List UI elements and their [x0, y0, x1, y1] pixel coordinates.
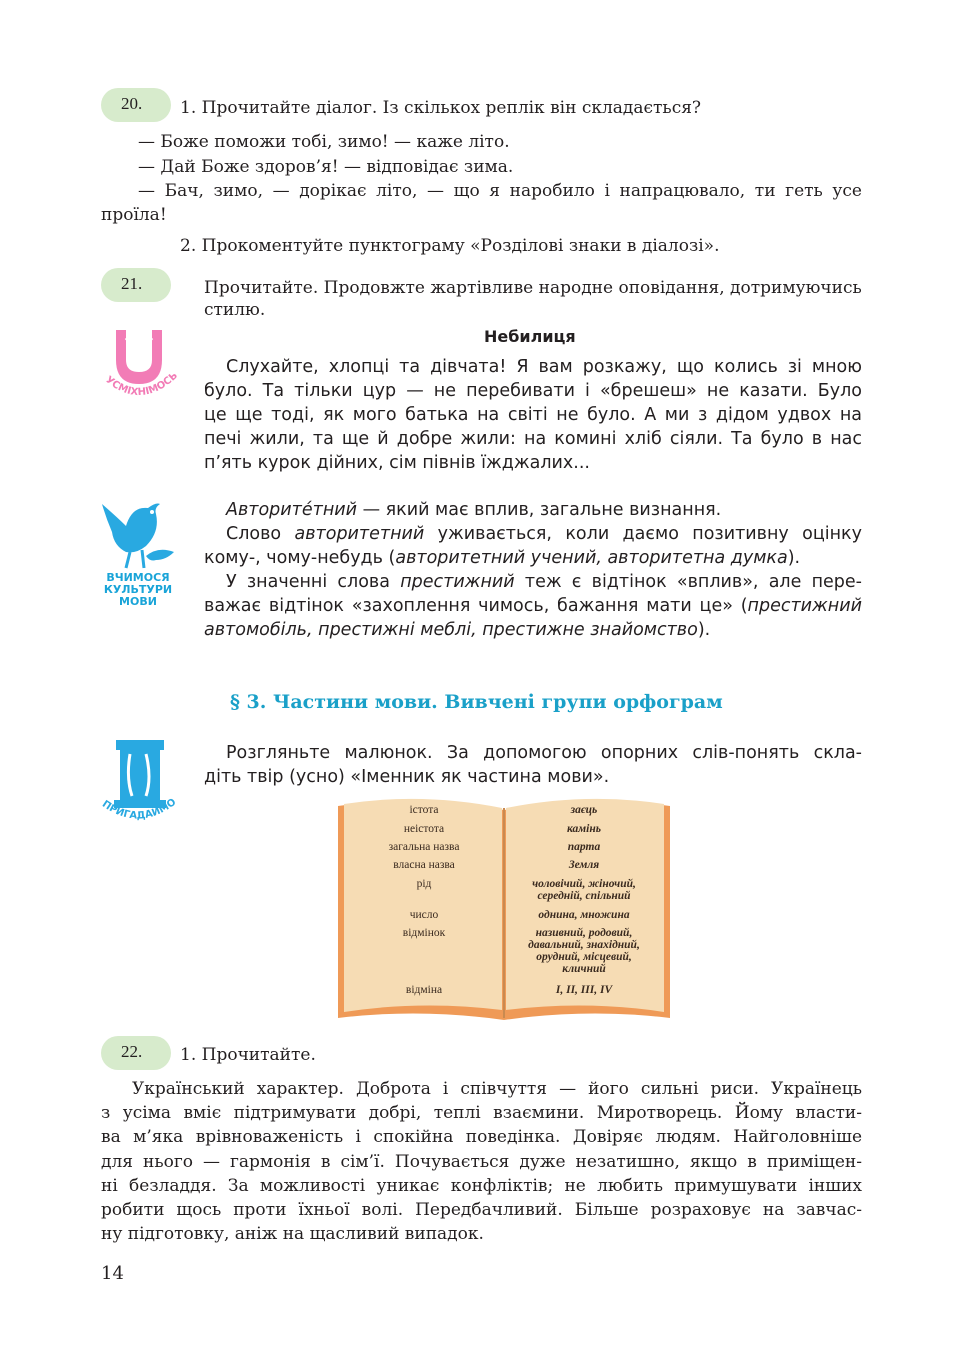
text-line: ні безладдя. За можливості уникає конфліктів; не любить примушувати інших — [101, 1176, 862, 1196]
text-line: з усіма вміє підтримувати добрі, теплі взаємини. Миротворець. Йому власти- — [101, 1103, 862, 1123]
term: Авторите́тний — [226, 500, 358, 520]
text-line: робити щось проти їхньої волі. Передбачливий. Більше розраховує на завчас- — [101, 1200, 862, 1220]
dialog-line: — Бач, зимо, — дорікає літо, — що я наробило і напрацювало, ти геть усе — [138, 181, 862, 201]
book-term: загальна назва — [388, 841, 460, 853]
culture-line — [226, 498, 721, 522]
book-example: Земля — [568, 859, 600, 871]
culture-line: автомобіль, престижні меблі, престижне знайомство). — [204, 620, 711, 640]
book-example: чоловічий, жіночий, середній, спільний — [532, 878, 636, 902]
book-example: I, II, III, IV — [555, 984, 613, 996]
book-term: неістота — [403, 823, 445, 835]
book-example: заєць — [570, 804, 598, 816]
story-line: печі жили, та ще й добре жили: на комині хліб сіяли. Та було в нас — [204, 429, 862, 449]
book-term: число — [409, 909, 439, 921]
task-text: 1. Прочитайте. — [180, 1045, 316, 1065]
exercise-number-badge — [101, 1036, 171, 1070]
culture-icon-label: ВЧИМОСЯ — [106, 571, 170, 584]
book-term: відмінок — [402, 927, 446, 939]
exercise-number: 20. — [121, 94, 143, 113]
smile-u-icon-graphic — [96, 326, 182, 406]
culture-icon-label: МОВИ — [119, 595, 157, 608]
book-term: відміна — [405, 984, 443, 996]
book-term: істота — [409, 804, 439, 816]
noun-book-illustration — [336, 796, 672, 1022]
section-intro-line: діть твір (усно) «Іменник як частина мови». — [204, 767, 610, 787]
exercise-number: 21. — [121, 274, 143, 293]
story-line: п’ять курок дійних, сім півнів їжджалих... — [204, 453, 590, 473]
book-example: однина, множина — [538, 909, 630, 921]
culture-line: кому-, чому-небудь (авторитетний учений, авторитетна думка). — [204, 548, 801, 568]
culture-line: важає відтінок «захоплення чимось, бажання мати це» (престижний — [204, 596, 862, 616]
task-text: стилю. — [204, 300, 266, 320]
exercise-number-badge — [101, 88, 171, 122]
book-example: парта — [567, 841, 601, 853]
bird-icon — [96, 496, 180, 614]
text-line: ва м’яка врівноваженість і спокійна поведінка. Довіряє людям. Найголовніше — [101, 1127, 862, 1147]
text-line: Український характер. Доброта і співчуття — його сильні риси. Українець — [132, 1079, 862, 1099]
exercise-number-badge — [101, 268, 171, 302]
exercise-number: 22. — [121, 1042, 143, 1061]
story-line: було. Та тільки цур — не перебивати і «брешеш» не казати. Було — [204, 381, 862, 401]
section-title: § 3. Частини мови. Вивчені групи орфограм — [230, 691, 723, 713]
definition: — який має вплив, загальне визнання. — [357, 500, 722, 520]
pillar-icon-graphic — [96, 738, 182, 824]
task-text: 1. Прочитайте діалог. Із скількох реплік він складається? — [180, 98, 702, 118]
culture-line: Слово авторитетний уживається, коли даємо позитивну оцінку — [226, 524, 862, 544]
culture-icon-label: КУЛЬТУРИ — [103, 583, 173, 596]
story-title: Небилиця — [484, 327, 576, 346]
book-example: називний, родовий, давальний, знахідний, орудний, місцевий, кличний — [528, 927, 640, 975]
dialog-line: — Боже поможи тобі, зимо! — каже літо. — [138, 132, 510, 152]
story-line: це ще тоді, як мого батька на світі не було. А ми з дідом удвох на — [204, 405, 862, 425]
text-line: ну підготовку, аніж на щасливий випадок. — [101, 1224, 484, 1244]
task-text: 2. Прокоментуйте пунктограму «Розділові знаки в діалозі». — [180, 236, 720, 256]
page-number: 14 — [101, 1263, 124, 1284]
pillar-icon — [96, 738, 182, 824]
dialog-line: проїла! — [101, 205, 167, 225]
culture-line: У значенні слова престижний теж є відтінок «вплив», але пере- — [226, 572, 862, 592]
smile-icon-label: УСМІХНІМОСЬ — [103, 370, 181, 399]
book-example: камінь — [566, 823, 601, 835]
book-term: власна назва — [393, 859, 455, 871]
smile-u-icon — [96, 326, 182, 406]
task-text: Прочитайте. Продовжте жартівливе народне оповідання, дотримуючись — [204, 278, 862, 298]
text-line: для нього — гармонія в сім’ї. Почувається дуже незатишно, якщо в приміщен- — [101, 1152, 862, 1172]
section-intro-line: Розгляньте малюнок. За допомогою опорних слів-понять скла- — [226, 743, 862, 763]
bird-icon-graphic — [96, 496, 180, 570]
story-line: Слухайте, хлопці та дівчата! Я вам розкажу, що колись зі мною — [226, 357, 862, 377]
remember-icon-label: ПРИГАДАЙМО — [99, 796, 179, 822]
book-term: рід — [416, 878, 432, 890]
dialog-line: — Дай Боже здоров’я! — відповідає зима. — [138, 157, 514, 177]
